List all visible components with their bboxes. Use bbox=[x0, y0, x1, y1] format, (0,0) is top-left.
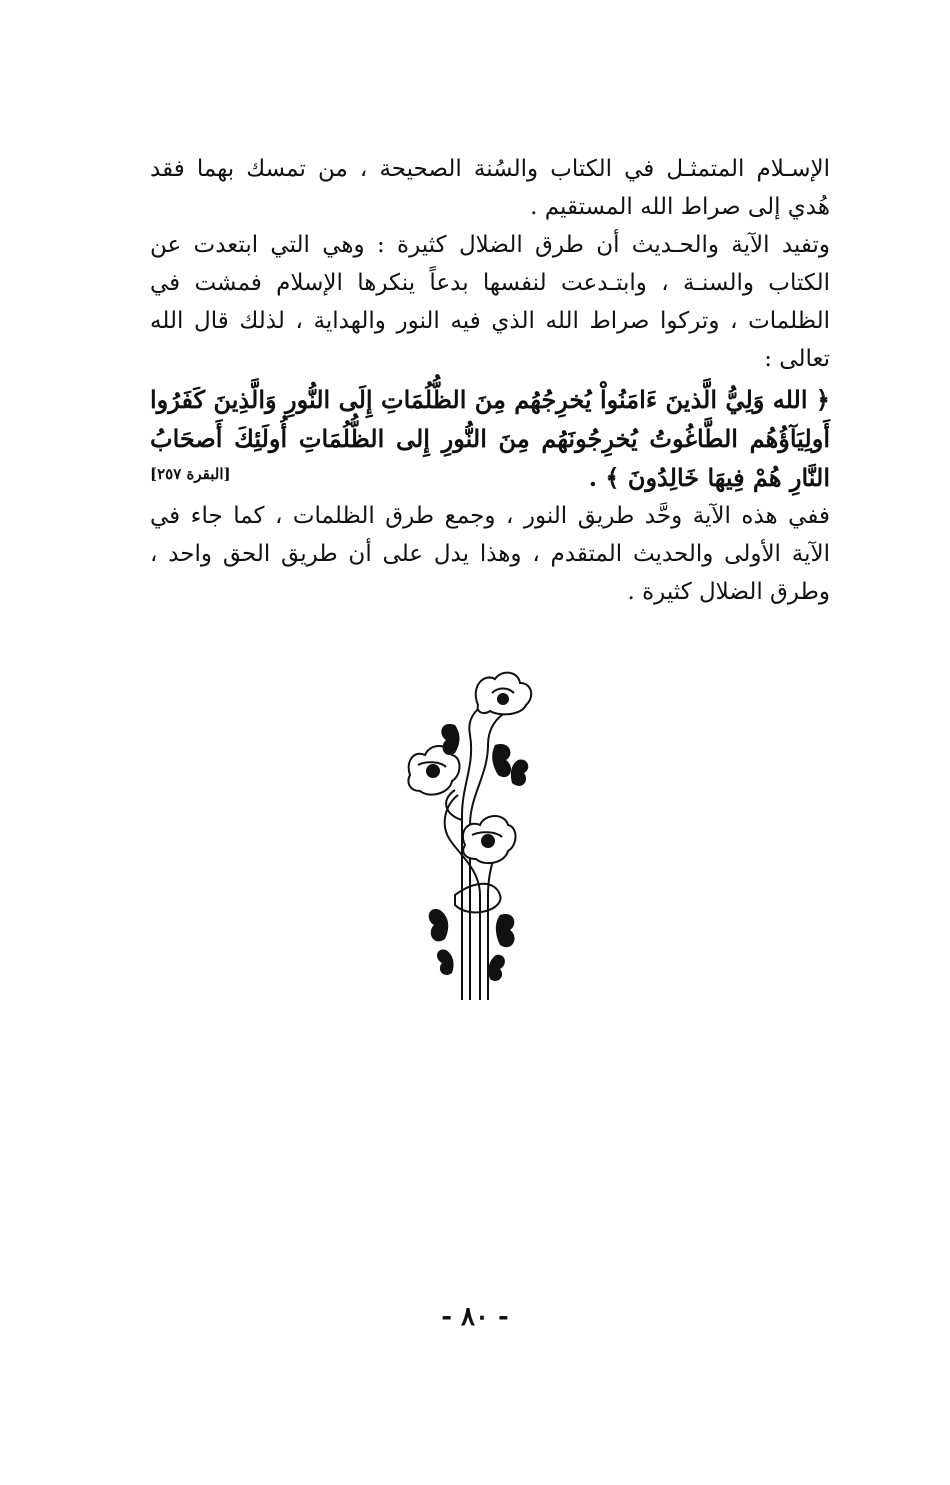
poppy-flower-ornament-icon bbox=[400, 665, 550, 1005]
quran-verse: ﴿ الله وَلِيُّ الَّذينَ ءَامَنُواْ يُخرِجُهُم مِنَ الظُّلُمَاتِ إِلَى النُّورِ وَالَّذِينَ كَفَرُوا أَولِيَآؤُهُم الطَّاغُوتُ يُخرِجُونَهُم مِنَ النُّورِ إِلى الظُّلُمَاتِ أُولَئِكَ أَصحَابُ النَّارِ هُمْ فِيهَا خَالِدُونَ ﴾ . bbox=[150, 385, 830, 492]
paragraph-1: الإسـلام المتمثـل في الكتاب والسُنة الصحيحة ، من تمسك بهما فقد هُدي إلى صراط الله المستقيم . bbox=[150, 156, 830, 220]
body-text bbox=[150, 150, 830, 611]
paragraph-3: ففي هذه الآية وحَّد طريق النور ، وجمع طرق الظلمات ، كما جاء في الآية الأولى والحديث المتقدم ، وهذا يدل على أن طريق الحق واحد ، وطرق الضلال كثيرة . bbox=[150, 503, 830, 605]
paragraph-2: وتفيد الآية والحـديث أن طرق الضلال كثيرة : وهي التي ابتعدت عن الكتاب والسنـة ، وابتـدعت لنفسها بدعاً ينكرها الإسلام فمشت في الظلمات ، وتركوا صراط الله الذي فيه النور والهداية ، لذلك قال الله تعالى : bbox=[150, 232, 830, 372]
quran-verse-block bbox=[150, 380, 830, 497]
verse-reference: [البقرة ٢٥٧] bbox=[150, 465, 231, 483]
page-number: - ٨٠ - bbox=[441, 1302, 509, 1332]
